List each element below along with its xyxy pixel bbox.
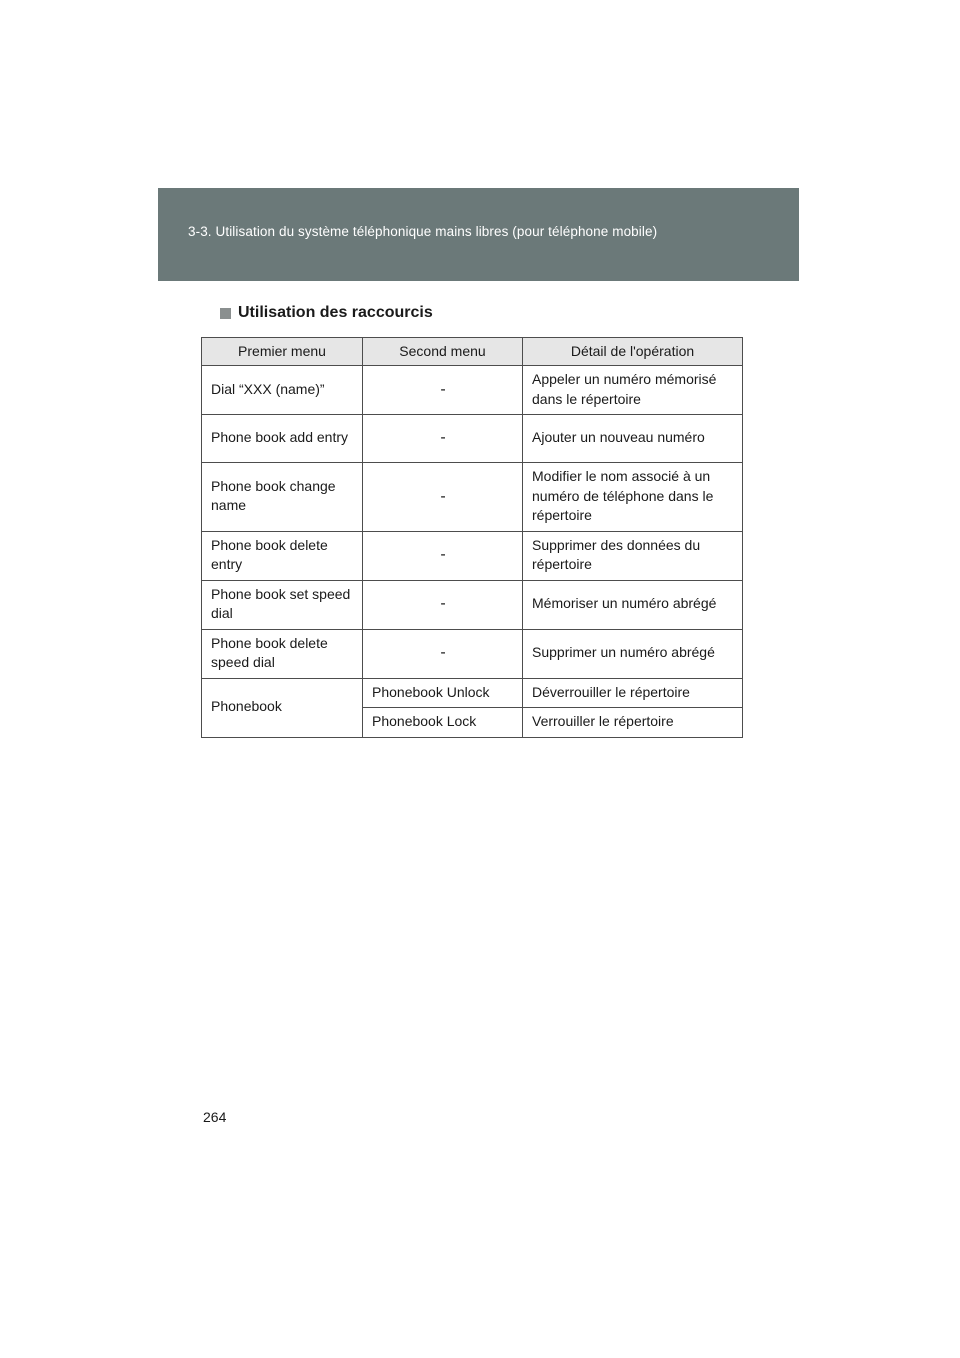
cell-operation-detail: Modifier le nom associé à un numéro de téléphone dans le répertoire [523,463,743,532]
cell-second-menu: Phonebook Unlock [363,678,523,708]
cell-operation-detail: Supprimer des données du répertoire [523,531,743,580]
section-heading [220,304,433,322]
column-header-first-menu: Premier menu [202,338,363,366]
cell-second-menu: - [363,415,523,463]
table-row [202,366,743,415]
page-number: 264 [203,1109,227,1125]
cell-second-menu: - [363,366,523,415]
chapter-title: 3-3. Utilisation du système téléphonique mains libres (pour téléphone mobile) [188,224,658,239]
cell-operation-detail: Déverrouiller le répertoire [523,678,743,708]
cell-first-menu: Phone book delete entry [202,531,363,580]
cell-operation-detail: Appeler un numéro mémorisé dans le répertoire [523,366,743,415]
cell-second-menu: - [363,463,523,532]
cell-first-menu: Phonebook [202,678,363,737]
cell-first-menu: Phone book set speed dial [202,580,363,629]
table-header-row [202,338,743,366]
table-row [202,678,743,708]
cell-first-menu: Phone book add entry [202,415,363,463]
cell-first-menu: Phone book change name [202,463,363,532]
cell-second-menu: - [363,580,523,629]
column-header-second-menu: Second menu [363,338,523,366]
section-heading-text: Utilisation des raccourcis [238,304,433,321]
cell-second-menu: - [363,629,523,678]
chapter-header-band [158,188,799,281]
table-row [202,531,743,580]
cell-second-menu: Phonebook Lock [363,708,523,738]
cell-second-menu: - [363,531,523,580]
cell-operation-detail: Ajouter un nouveau numéro [523,415,743,463]
cell-first-menu: Dial “XXX (name)” [202,366,363,415]
table-row [202,415,743,463]
cell-operation-detail: Supprimer un numéro abrégé [523,629,743,678]
table-row [202,629,743,678]
column-header-operation-detail: Détail de l'opération [523,338,743,366]
shortcuts-table [201,337,743,738]
table-row [202,580,743,629]
cell-first-menu: Phone book delete speed dial [202,629,363,678]
square-icon [220,308,231,319]
cell-operation-detail: Mémoriser un numéro abrégé [523,580,743,629]
cell-operation-detail: Verrouiller le répertoire [523,708,743,738]
table-row [202,463,743,532]
